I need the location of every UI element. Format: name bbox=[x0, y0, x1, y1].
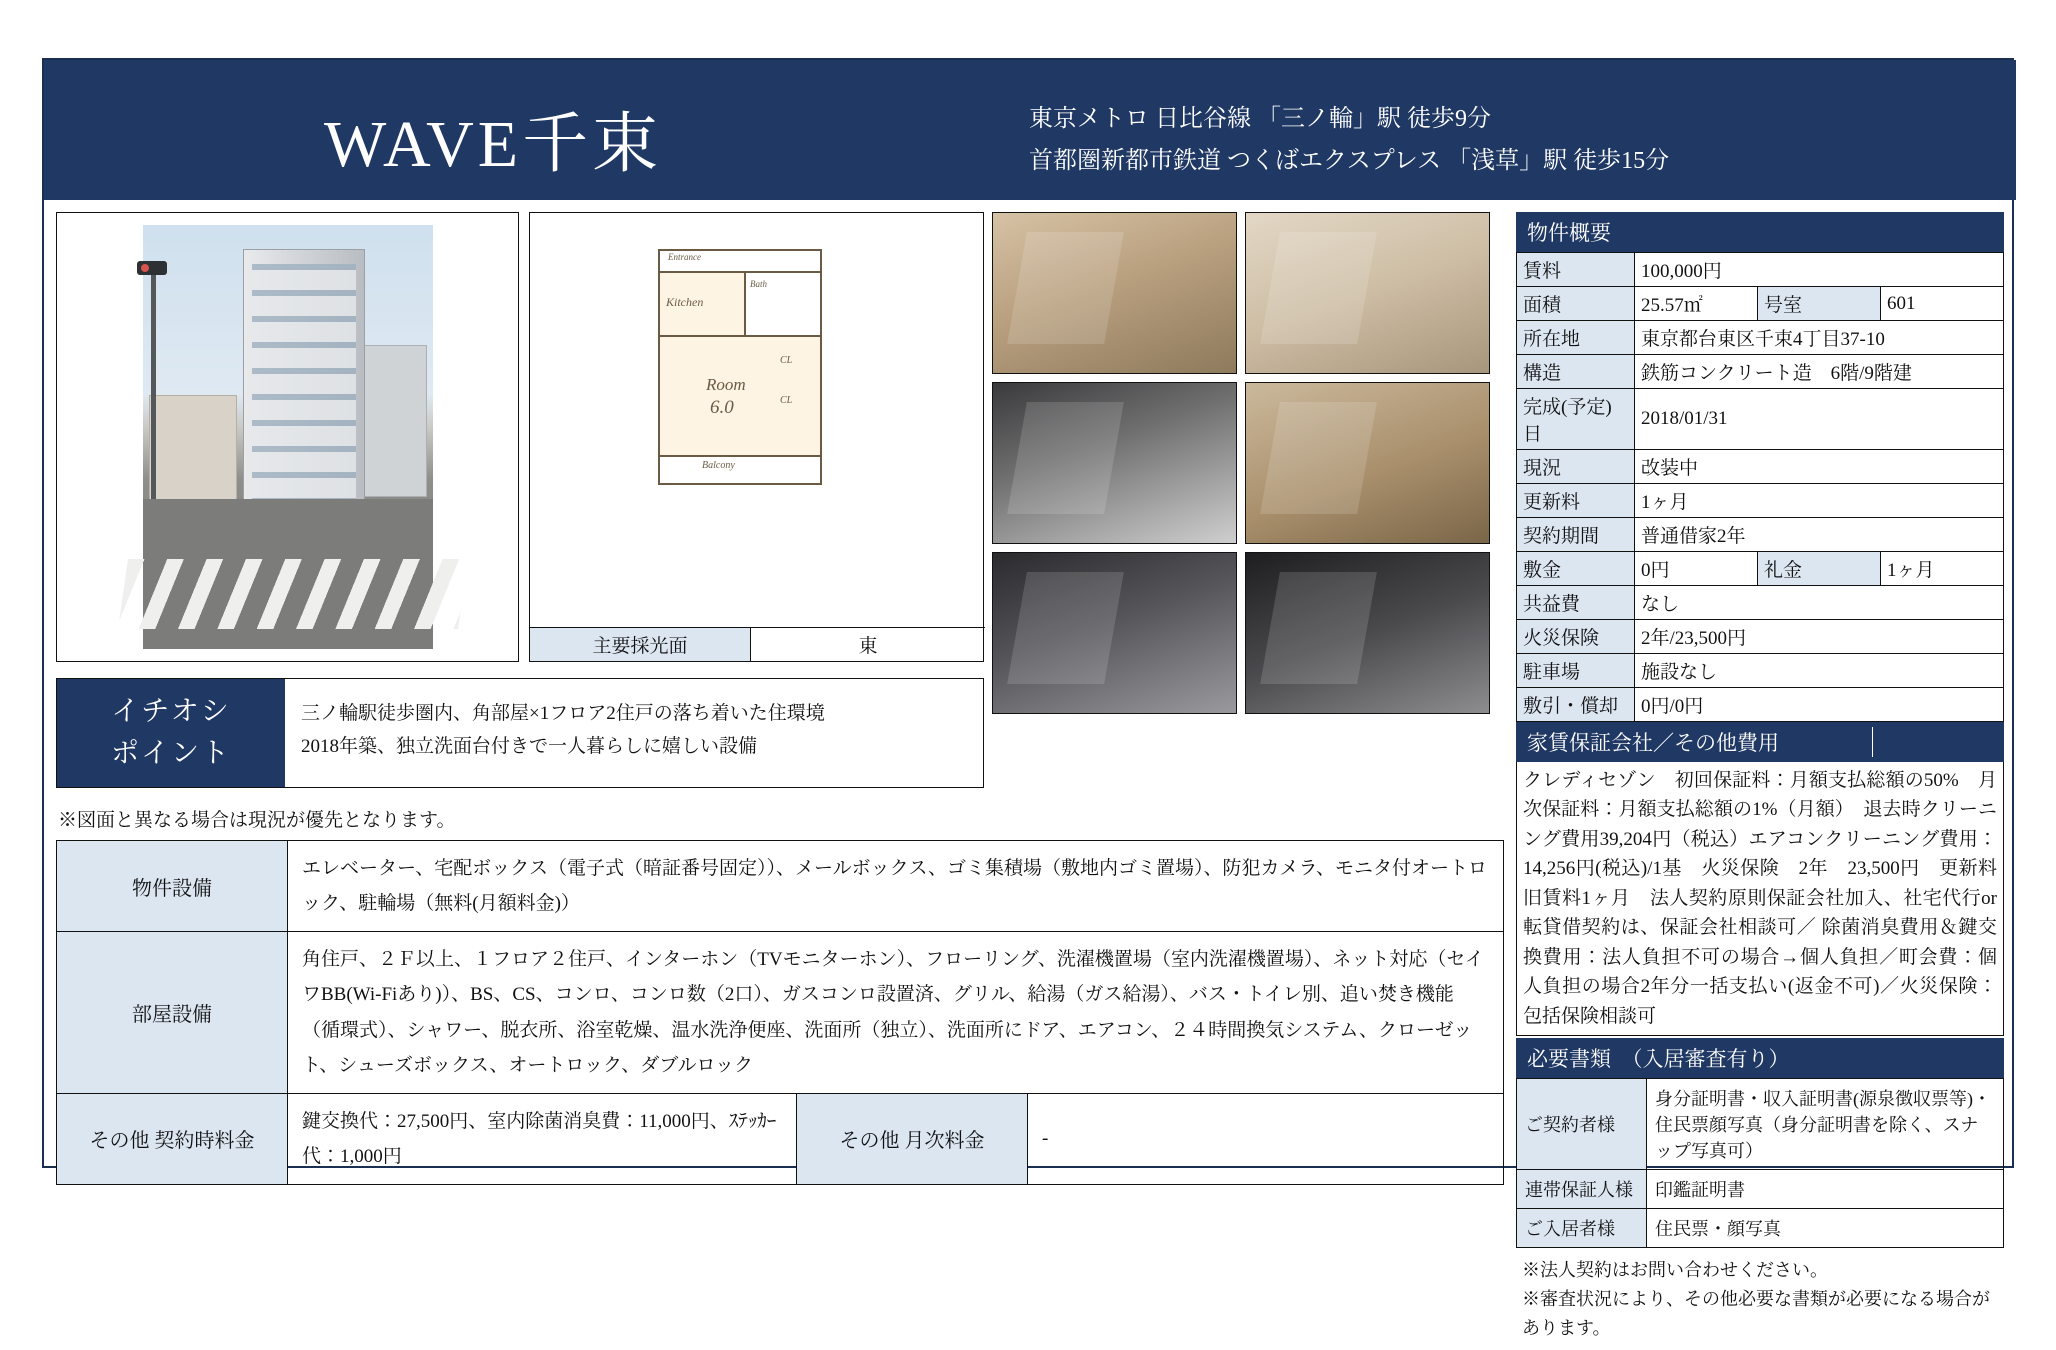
spec-key-keymoney: 礼金 bbox=[1758, 552, 1881, 586]
spec-value-address: 東京都台東区千束4丁目37-10 bbox=[1635, 321, 2004, 355]
photo-closet bbox=[1245, 212, 1490, 374]
table-row bbox=[1517, 355, 2004, 389]
header bbox=[44, 60, 2016, 200]
documents-footnotes bbox=[1516, 1248, 2004, 1350]
closet-label: CL bbox=[780, 355, 793, 366]
doc-value-contractor: 身分証明書・収入証明書(源泉徴収票等)・住民票顔写真（身分証明書を除く、スナップ写真可） bbox=[1647, 1078, 2004, 1169]
table-row bbox=[1517, 287, 2004, 321]
documents-heading: 必要書類 （入居審査有り） bbox=[1516, 1038, 2004, 1078]
equipment-room-label: 部屋設備 bbox=[57, 932, 288, 1094]
table-row bbox=[57, 1093, 1504, 1184]
street bbox=[143, 499, 433, 649]
spec-key-fire-insurance: 火災保険 bbox=[1517, 620, 1635, 654]
guarantee-heading-bar bbox=[1516, 722, 2004, 762]
spec-key-common-fee: 共益費 bbox=[1517, 586, 1635, 620]
other-monthly-fee-value: - bbox=[1028, 1093, 1504, 1184]
documents-footnote-1: ※法人契約はお問い合わせください。 bbox=[1522, 1259, 1828, 1280]
spec-key-rent: 賃料 bbox=[1517, 253, 1635, 287]
spec-key-status: 現況 bbox=[1517, 450, 1635, 484]
spec-key-unit: 号室 bbox=[1758, 287, 1881, 321]
room-size-label: 6.0 bbox=[710, 397, 734, 418]
bath-label: Bath bbox=[750, 279, 767, 289]
table-row bbox=[1517, 654, 2004, 688]
spec-key-structure: 構造 bbox=[1517, 355, 1635, 389]
highlight-body bbox=[285, 679, 983, 787]
table-row bbox=[1517, 253, 2004, 287]
neighbor-building-left bbox=[149, 395, 237, 507]
table-row bbox=[1517, 1208, 2004, 1247]
spec-value-fire-insurance: 2年/23,500円 bbox=[1635, 620, 2004, 654]
page-title: WAVE千束 bbox=[324, 108, 663, 181]
spec-value-common-fee: なし bbox=[1635, 586, 2004, 620]
table-row bbox=[57, 932, 1504, 1094]
table-row bbox=[1517, 484, 2004, 518]
balcony-label: Balcony bbox=[702, 460, 735, 471]
spec-key-term: 契約期間 bbox=[1517, 518, 1635, 552]
doc-value-guarantor: 印鑑証明書 bbox=[1647, 1169, 2004, 1208]
photo-grid bbox=[992, 212, 1504, 892]
spec-value-structure: 鉄筋コンクリート造 6階/9階建 bbox=[1635, 355, 2004, 389]
other-initial-fee-value: 鍵交換代：27,500円、室内除菌消臭費：11,000円、ｽﾃｯｶｰ代：1,000円 bbox=[288, 1093, 797, 1184]
documents-table bbox=[1516, 1078, 2004, 1248]
photo-corridor bbox=[1245, 552, 1490, 714]
access-info bbox=[1029, 98, 1669, 182]
table-row bbox=[1517, 321, 2004, 355]
guarantee-heading-spacer bbox=[1872, 727, 1993, 757]
spec-key-deposit: 敷金 bbox=[1517, 552, 1635, 586]
other-initial-fee-label: その他 契約時料金 bbox=[57, 1093, 288, 1184]
equipment-room-value: 角住戸、２Ｆ以上、１フロア２住戸、インターホン（TVモニターホン）、フローリング、洗濯機置場（室内洗濯機置場）、ネット対応（セイワBB(Wi-Fiあり)）、BS、CS、コンロ、コンロ数（2口）、ガスコンロ設置済、グリル、給湯（ガス給湯）、バス・トイレ別、追い焚き機能（循環式）、シャワー、脱衣所、浴室乾燥、温水洗浄便座、洗面所（独立）、洗面所にドア、エアコン、２４時間換気システム、クローゼット、シューズボックス、オートロック、ダブルロック bbox=[288, 932, 1504, 1094]
exterior-photo bbox=[56, 212, 519, 662]
floor-plan-drawing bbox=[650, 245, 830, 495]
daylight-label: 主要採光面 bbox=[530, 628, 751, 661]
doc-key-guarantor: 連帯保証人様 bbox=[1517, 1169, 1647, 1208]
exterior-photo-image bbox=[143, 225, 433, 649]
spec-value-term: 普通借家2年 bbox=[1635, 518, 2004, 552]
access-line-2: 首都圏新都市鉄道 つくばエクスプレス 「浅草」駅 徒歩15分 bbox=[1029, 148, 1670, 174]
spec-key-parking: 駐車場 bbox=[1517, 654, 1635, 688]
other-monthly-fee-label: その他 月次料金 bbox=[797, 1093, 1028, 1184]
spec-key-amortization: 敷引・償却 bbox=[1517, 688, 1635, 722]
equipment-building-label: 物件設備 bbox=[57, 841, 288, 932]
traffic-signal-icon bbox=[137, 261, 167, 275]
table-row bbox=[1517, 552, 2004, 586]
access-line-1: 東京メトロ 日比谷線 「三ノ輪」駅 徒歩9分 bbox=[1029, 106, 1491, 132]
daylight-row bbox=[530, 627, 985, 661]
equipment-building-value: エレベーター、宅配ボックス（電子式（暗証番号固定））、メールボックス、ゴミ集積場（敷地内ゴミ置場）、防犯カメラ、モニタ付オートロック、駐輪場（無料(月額料金)） bbox=[288, 841, 1504, 932]
daylight-value: 東 bbox=[858, 636, 878, 657]
highlight-point-2: 2018年築、独立洗面台付きで一人暮らしに嬉しい設備 bbox=[301, 736, 758, 758]
table-row bbox=[1517, 389, 2004, 450]
spec-value-status: 改装中 bbox=[1635, 450, 2004, 484]
table-row bbox=[57, 841, 1504, 932]
right-panel bbox=[1516, 212, 2017, 1350]
spec-key-renewal-fee: 更新料 bbox=[1517, 484, 1635, 518]
spec-value-rent: 100,000円 bbox=[1635, 253, 2004, 287]
spec-key-address: 所在地 bbox=[1517, 321, 1635, 355]
room-label: Room bbox=[706, 375, 746, 394]
table-row bbox=[1517, 688, 2004, 722]
spec-key-completion: 完成(予定)日 bbox=[1517, 389, 1635, 450]
property-sheet bbox=[42, 58, 2017, 1338]
spec-value-area: 25.57㎡ bbox=[1635, 287, 1758, 321]
spec-key-area: 面積 bbox=[1517, 287, 1635, 321]
guarantee-heading: 家賃保証会社／その他費用 bbox=[1527, 731, 1779, 755]
doc-key-resident: ご入居者様 bbox=[1517, 1208, 1647, 1247]
table-row bbox=[1517, 518, 2004, 552]
highlight-tag-line2: ポイント bbox=[110, 738, 231, 769]
photo-living bbox=[992, 212, 1237, 374]
highlight-box bbox=[56, 678, 984, 788]
photo-entrance bbox=[992, 552, 1237, 714]
closet-label-2: CL bbox=[780, 395, 793, 406]
main-room-area bbox=[658, 335, 822, 459]
documents-footnote-2: ※審査状況により、その他必要な書類が必要になる場合があります。 bbox=[1522, 1288, 1990, 1338]
spec-value-parking: 施設なし bbox=[1635, 654, 2004, 688]
disclaimer-note: ※図面と異なる場合は現況が優先となります。 bbox=[58, 810, 456, 831]
main-building bbox=[243, 249, 365, 521]
table-row bbox=[1517, 586, 2004, 620]
photo-bathroom bbox=[992, 382, 1237, 544]
balcony-area bbox=[658, 455, 822, 485]
table-row bbox=[1517, 1078, 2004, 1169]
spec-table bbox=[1516, 252, 2004, 722]
spec-value-keymoney: 1ヶ月 bbox=[1881, 552, 2004, 586]
crosswalk bbox=[118, 559, 468, 629]
spec-heading: 物件概要 bbox=[1516, 212, 2004, 252]
spec-value-renewal-fee: 1ヶ月 bbox=[1635, 484, 2004, 518]
doc-value-resident: 住民票・顔写真 bbox=[1647, 1208, 2004, 1247]
highlight-point-1: 三ノ輪駅徒歩圏内、角部屋×1フロア2住戸の落ち着いた住環境 bbox=[301, 703, 825, 724]
spec-value-completion: 2018/01/31 bbox=[1635, 389, 2004, 450]
spec-value-amortization: 0円/0円 bbox=[1635, 688, 2004, 722]
floor-plan bbox=[529, 212, 984, 662]
doc-key-contractor: ご契約者様 bbox=[1517, 1078, 1647, 1169]
photo-kitchen bbox=[1245, 382, 1490, 544]
highlight-tag bbox=[57, 679, 285, 787]
kitchen-label: Kitchen bbox=[666, 295, 704, 309]
guarantee-body: クレディセゾン 初回保証料：月額支払総額の50% 月次保証料：月額支払総額の1%（月額） 退去時クリーニング費用39,204円（税込）エアコンクリーニング費用：14,256円(税込)/1基 火災保険 2年 23,500円 更新料 旧賃料1ヶ月 法人契約原則保証会社加入、社宅代行or転貸借契約は、保証会社相談可／ 除菌消臭費用＆鍵交換費用：法人負担不可の場合→個人負担／町会費：個人負担の場合2年分一括支払い(返金不可)／火災保険：包括保険相談可 bbox=[1516, 762, 2004, 1036]
spec-value-deposit: 0円 bbox=[1635, 552, 1758, 586]
table-row bbox=[1517, 1169, 2004, 1208]
spec-value-unit: 601 bbox=[1881, 287, 2004, 321]
entrance-label: Entrance bbox=[668, 252, 701, 262]
highlight-tag-line1: イチオシ bbox=[111, 696, 231, 727]
equipment-table bbox=[56, 840, 1504, 1185]
table-row bbox=[1517, 450, 2004, 484]
table-row bbox=[1517, 620, 2004, 654]
